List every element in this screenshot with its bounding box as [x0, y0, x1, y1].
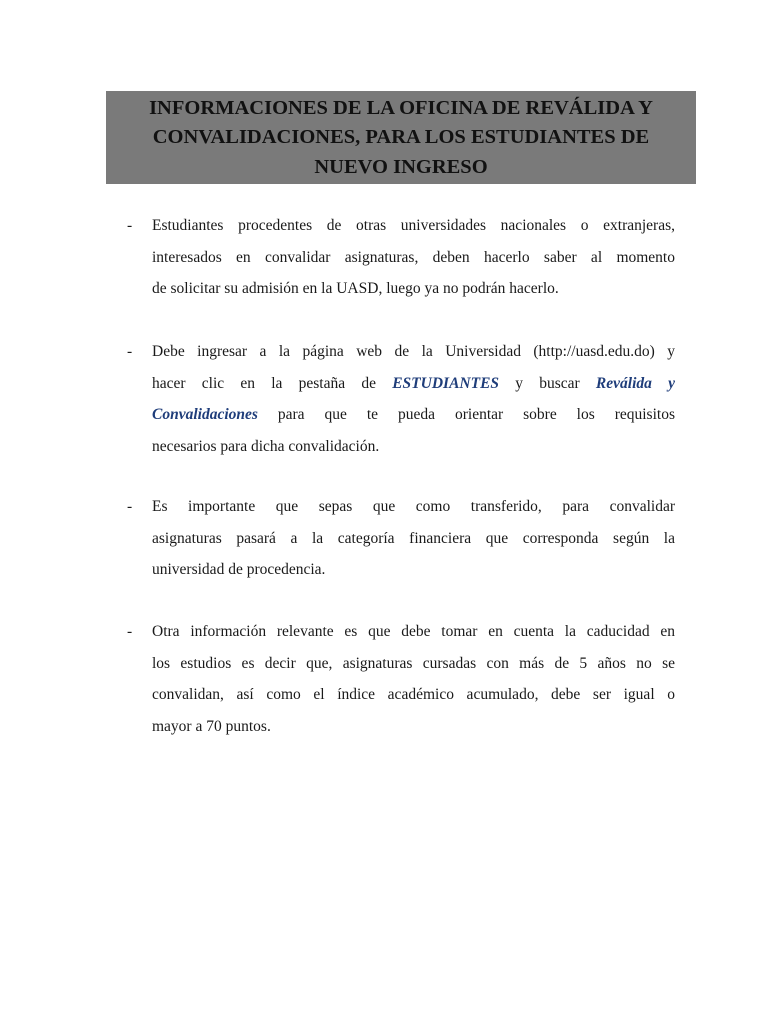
title-line-2: CONVALIDACIONES, PARA LOS ESTUDIANTES DE — [152, 126, 650, 149]
paragraph-line: Debe ingresar a la página web de la Universidad (http://uasd.edu.do) y — [152, 343, 675, 360]
paragraph-line: Es importante que sepas que como transferido, para convalidar — [152, 498, 675, 515]
convalidaciones-link[interactable]: Convalidaciones — [152, 406, 258, 423]
title-banner — [106, 91, 696, 184]
bullet-dash: - — [127, 217, 133, 234]
list-item-financial-category — [127, 491, 677, 586]
title-line-1: INFORMACIONES DE LA OFICINA DE REVÁLIDA Y — [149, 96, 653, 119]
paragraph-line: interesados en convalidar asignaturas, deben hacerlo saber al momento — [152, 248, 675, 266]
text-span: hacer clic en la pestaña de — [152, 374, 393, 392]
bullet-dash: - — [127, 498, 133, 515]
paragraph-line: Estudiantes procedentes de otras universidades nacionales o extranjeras, — [152, 217, 675, 234]
paragraph-line: de solicitar su admisión en la UASD, luego ya no podrán hacerlo. — [152, 280, 559, 297]
paragraph-line — [152, 368, 675, 400]
bullet-dash: - — [127, 343, 133, 360]
text-span: para que te pueda orientar sobre los requisitos — [257, 406, 675, 423]
paragraph-line: convalidan, así como el índice académico acumulado, debe ser igual o — [152, 686, 675, 703]
list-item-transfer-students — [127, 210, 677, 305]
text-span: y buscar — [499, 374, 596, 392]
paragraph-line — [152, 399, 675, 431]
paragraph-line: Otra información relevante es que debe tomar en cuenta la caducidad en — [152, 623, 675, 640]
paragraph-line: universidad de procedencia. — [152, 561, 326, 578]
bullet-dash: - — [127, 623, 133, 640]
paragraph-line: los estudios es decir que, asignaturas cursadas con más de 5 años no se — [152, 654, 675, 672]
list-item-website-instructions — [127, 336, 677, 462]
paragraph-line: mayor a 70 puntos. — [152, 717, 271, 735]
title-line-3: NUEVO INGRESO — [314, 155, 488, 178]
paragraph-line: asignaturas pasará a la categoría financiera que corresponda según la — [152, 529, 675, 547]
estudiantes-link[interactable]: ESTUDIANTES — [392, 374, 500, 392]
paragraph-line: necesarios para dicha convalidación. — [152, 437, 380, 455]
revalida-link[interactable]: Reválida y — [595, 374, 675, 392]
list-item-expiration-rules — [127, 616, 677, 742]
